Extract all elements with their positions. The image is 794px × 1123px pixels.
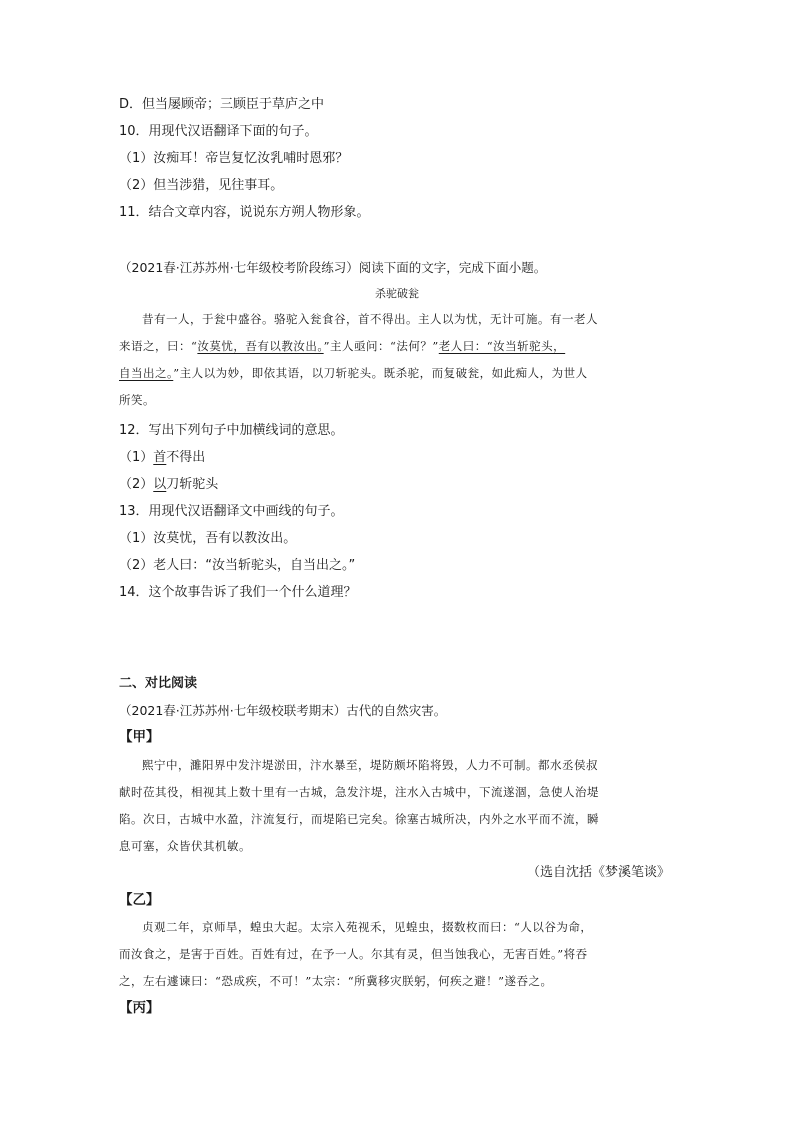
- reading2-title: 杀驼破瓮: [375, 287, 419, 300]
- underlined-word: 以: [153, 477, 167, 492]
- q12-sentence-2: [119, 472, 691, 498]
- q10-sentence-2: （2）但当涉猎，见往事耳。: [119, 178, 284, 193]
- underlined-word: 首: [153, 450, 167, 465]
- q14-stem: 14．这个故事告诉了我们一个什么道理？: [119, 585, 357, 600]
- q10-sentence-1: （1）汝痴耳！帝岂复忆汝乳哺时恩邪？: [119, 151, 349, 166]
- q11-stem: 11．结合文章内容，说说东方朔人物形象。: [119, 205, 370, 220]
- passage-yi-label: 【乙】: [119, 892, 160, 908]
- reading2-line-4: 所笑。: [119, 393, 155, 407]
- reading2-source: （2021春·江苏苏州·七年级校考阶段练习）阅读下面的文字，完成下面小题。: [119, 260, 547, 275]
- q13-stem: 13．用现代汉语翻译文中画线的句子。: [119, 504, 344, 519]
- reading2-line-1: 昔有一人，于瓮中盛谷。骆驼入瓮食谷，首不得出。主人以为忧，无计可施。有一老人: [142, 312, 598, 326]
- jia-citation: （选自沈括《梦溪笔谈》: [526, 865, 670, 880]
- jia-line-2: 献时莅其役，相视其上数十里有一古城，急发汴堤，注水入古城中，下流遂涸，急使人治堤: [119, 785, 599, 799]
- text-run: ”主人以为妙，即依其语，以刀斩驼头。既杀驼，而复破瓮，如此痴人，为世人: [173, 366, 588, 380]
- yi-line-1: 贞观二年，京师旱，蝗虫大起。太宗入苑视禾，见蝗虫，掇数枚而曰：“人以谷为命，: [142, 920, 593, 934]
- q13-sentence-2: （2）老人曰：“汝当斩驼头，自当出之。”: [119, 558, 356, 573]
- text-run: ”主人亟问：“法何？”: [323, 339, 439, 353]
- underlined-sentence: 汝莫忧，吾有以教汝出。: [197, 339, 324, 353]
- text-run: 不得出: [166, 450, 206, 465]
- text-run: 来语之，曰：“: [119, 339, 198, 353]
- jia-line-4: 息可塞，众皆伏其机敏。: [119, 839, 251, 853]
- reading2-line-2: [119, 333, 691, 360]
- text-run: （1）: [119, 450, 154, 465]
- underlined-sentence: 自当出之。: [119, 366, 174, 380]
- q10-stem: 10．用现代汉语翻译下面的句子。: [119, 124, 318, 139]
- text-run: （2）: [119, 477, 154, 492]
- text-run: 刀斩驼头: [166, 477, 219, 492]
- q9-option-d: D．但当屡顾帝；三顾臣于草庐之中: [119, 97, 325, 112]
- q12-stem: 12．写出下列句子中加横线词的意思。: [119, 423, 344, 438]
- jia-line-1: 熙宁中，濉阳界中发汴堤淤田，汴水暴至，堤防颇坏陷将毁，人力不可制。都水丞侯叔: [142, 758, 598, 772]
- passage-jia-label: 【甲】: [119, 729, 160, 745]
- section-heading: 二、对比阅读: [119, 676, 198, 691]
- q13-sentence-1: （1）汝莫忧，吾有以教汝出。: [119, 531, 297, 546]
- yi-line-2: 而汝食之，是害于百姓。百姓有过，在予一人。尔其有灵，但当蚀我心，无害百姓。”将吞: [119, 947, 588, 961]
- part2-source: （2021春·江苏苏州·七年级校联考期末）古代的自然灾害。: [119, 703, 447, 718]
- underlined-sentence: 老人曰：“汝当斩驼头，: [438, 339, 566, 353]
- jia-line-3: 陷。次日，古城中水盈，汴流复行，而堤陷已完矣。徐塞古城所决，内外之水平而不流，瞬: [119, 812, 599, 826]
- passage-bing-label: 【丙】: [119, 1000, 160, 1016]
- yi-line-3: 之，左右遽谏曰：“恐成疾，不可！”太宗：“所冀移灾朕躬，何疾之避！”遂吞之。: [119, 974, 553, 988]
- q12-sentence-1: [119, 445, 691, 471]
- reading2-line-3: [119, 360, 691, 387]
